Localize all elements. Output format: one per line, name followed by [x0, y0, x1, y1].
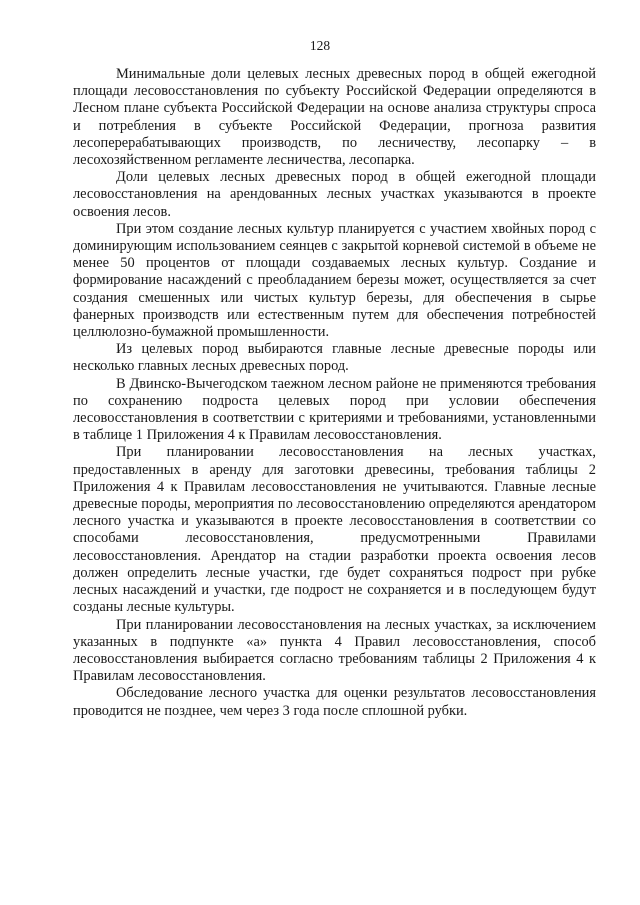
paragraph: При этом создание лесных культур планируется с участием хвойных пород с доминирующим использованием сеянцев с закрытой корневой системой в объеме не менее 50 процентов от площади создаваемых лесных культур. Создание и формирование насаждений с преобладанием березы может, осуществляется за счет создания смешенных или чистых культур березы, для обеспечения в сырье фанерных производств или естественным путем для обеспечения потребностей целлюлозно-бумажной промышленности.: [73, 220, 596, 341]
paragraph: Доли целевых лесных древесных пород в общей ежегодной площади лесовосстановления на арендованных лесных участках указываются в проекте освоения лесов.: [73, 169, 596, 220]
document-body: [73, 66, 596, 720]
paragraph: При планировании лесовосстановления на лесных участках, за исключением указанных в подпункте «а» пункта 4 Правил лесовосстановления, способ лесовосстановления выбирается согласно требованиям таблицы 2 Приложения 4 к Правилам лесовосстановления.: [73, 616, 596, 685]
paragraph: Из целевых пород выбираются главные лесные древесные породы или несколько главных лесных древесных пород.: [73, 341, 596, 375]
paragraph: В Двинско-Вычегодском таежном лесном районе не применяются требования по сохранению подроста целевых пород при условии обеспечения лесовосстановления в соответствии с критериями и требованиями, установленными в таблице 1 Приложения 4 к Правилам лесовосстановления.: [73, 375, 596, 444]
page-number: 128: [309, 38, 331, 53]
paragraph: Обследование лесного участка для оценки результатов лесовосстановления проводится не позднее, чем через 3 года после сплошной рубки.: [73, 685, 596, 719]
paragraph: При планировании лесовосстановления на лесных участках, предоставленных в аренду для заготовки древесины, требования таблицы 2 Приложения 4 к Правилам лесовосстановления не учитываются. Главные лесные древесные породы, мероприятия по лесовосстановлению определяются арендатором лесного участка и указываются в проекте лесовосстановления в соответствии со способами лесовосстановления, предусмотренными Правилами лесовосстановления. Арендатор на стадии разработки проекта освоения лесов должен определить лесные участки, где будет сохраняться подрост при рубке лесных насаждений и участки, где подрост не сохраняется и в последующем будут созданы лесные культуры.: [73, 444, 596, 616]
paragraph: Минимальные доли целевых лесных древесных пород в общей ежегодной площади лесовосстановления по субъекту Российской Федерации определяются в Лесном плане субъекта Российской Федерации на основе анализа структуры спроса и потребления в субъекте Российской Федерации, прогноза развития лесоперерабатывающих производств, по лесничеству, лесопарку – в лесохозяйственном регламенте лесничества, лесопарка.: [73, 66, 596, 169]
